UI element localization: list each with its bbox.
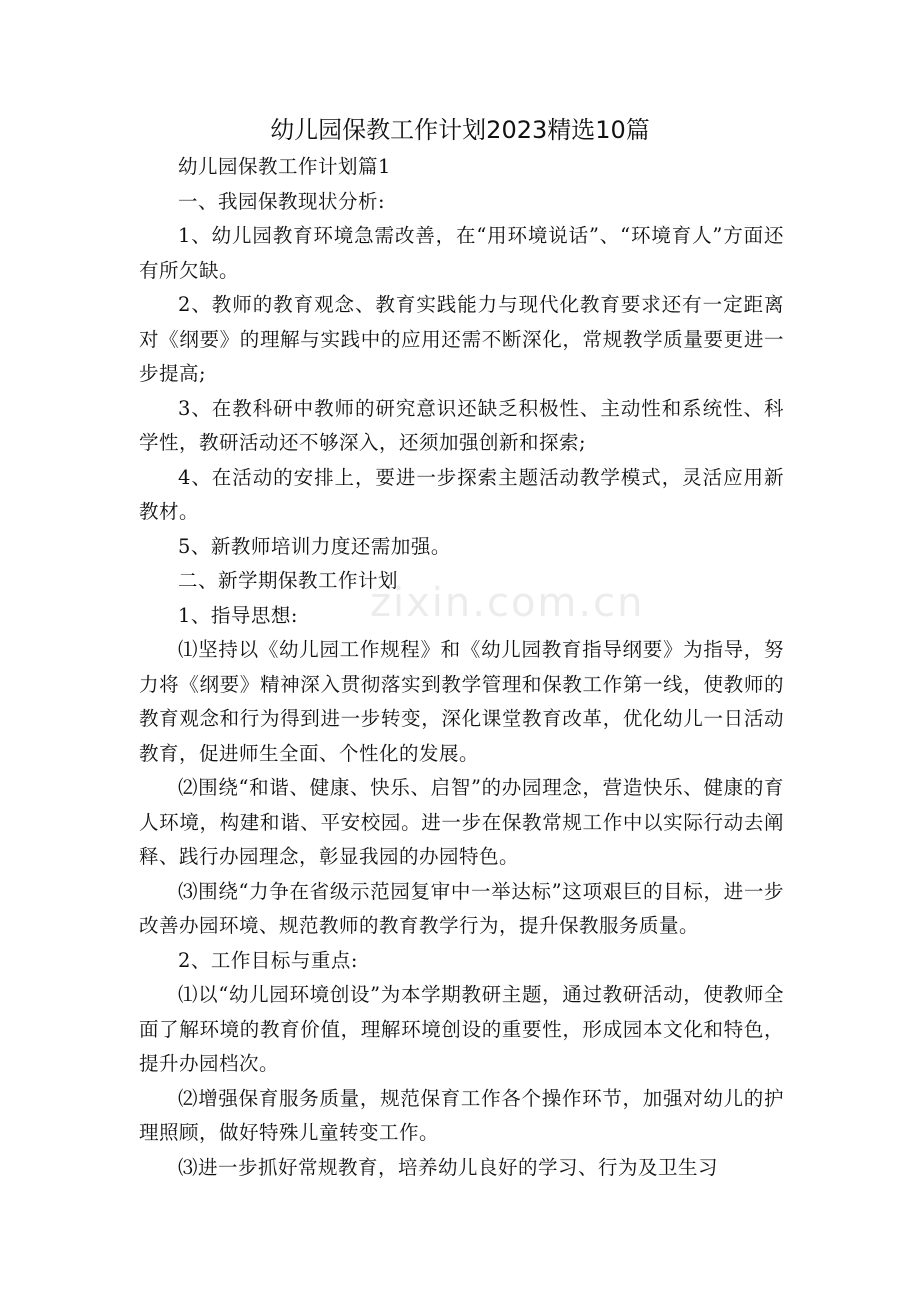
paragraph: ⑶进一步抓好常规教育，培养幼儿良好的学习、行为及卫生习	[178, 1155, 719, 1179]
paragraph: 1、幼儿园教育环境急需改善，在“用环境说话”、“环境育人”方面还有所欠缺。	[139, 224, 784, 282]
paragraph: 3、在教科研中教师的研究意识还缺乏积极性、主动性和系统性、科学性，教研活动还不够深入，还须加强创新和探索;	[139, 396, 784, 454]
subheading: 2、工作目标与重点:	[178, 948, 358, 972]
subheading: 1、指导思想:	[178, 603, 298, 627]
paragraph: 4、在活动的安排上，要进一步探索主题活动教学模式，灵活应用新教材。	[139, 465, 784, 523]
subheading: 二、新学期保教工作计划	[178, 569, 399, 592]
section-heading: 幼儿园保教工作计划篇1	[178, 155, 391, 178]
paragraph: 2、教师的教育观念、教育实践能力与现代化教育要求还有一定距离对《纲要》的理解与实践中的应用还需不断深化，常规教学质量要更进一步提高;	[139, 293, 784, 385]
subheading: 一、我园保教现状分析:	[178, 189, 386, 213]
paragraph: 5、新教师培训力度还需加强。	[178, 534, 451, 558]
watermark: zixin.com.cn	[370, 580, 645, 626]
paragraph: ⑶围绕“力争在省级示范园复审中一举达标”这项艰巨的目标，进一步改善办园环境、规范教师的教育教学行为，提升保教服务质量。	[139, 879, 784, 937]
paragraph: ⑴以“幼儿园环境创设”为本学期教研主题，通过教研活动，使教师全面了解环境的教育价值，理解环境创设的重要性，形成园本文化和特色，提升办园档次。	[139, 983, 784, 1075]
document-body	[139, 150, 784, 1185]
document-title: 幼儿园保教工作计划2023精选10篇	[270, 116, 650, 144]
paragraph: ⑵增强保育服务质量，规范保育工作各个操作环节，加强对幼儿的护理照顾，做好特殊儿童转变工作。	[139, 1086, 784, 1144]
paragraph: ⑵围绕“和谐、健康、快乐、启智”的办园理念，营造快乐、健康的育人环境，构建和谐、平安校园。进一步在保教常规工作中以实际行动去阐释、践行办园理念，彰显我园的办园特色。	[139, 776, 784, 868]
paragraph: ⑴坚持以《幼儿园工作规程》和《幼儿园教育指导纲要》为指导，努力将《纲要》精神深入贯彻落实到教学管理和保教工作第一线，使教师的教育观念和行为得到进一步转变，深化课堂教育改革，优化幼儿一日活动教育，促进师生全面、个性化的发展。	[139, 638, 784, 765]
